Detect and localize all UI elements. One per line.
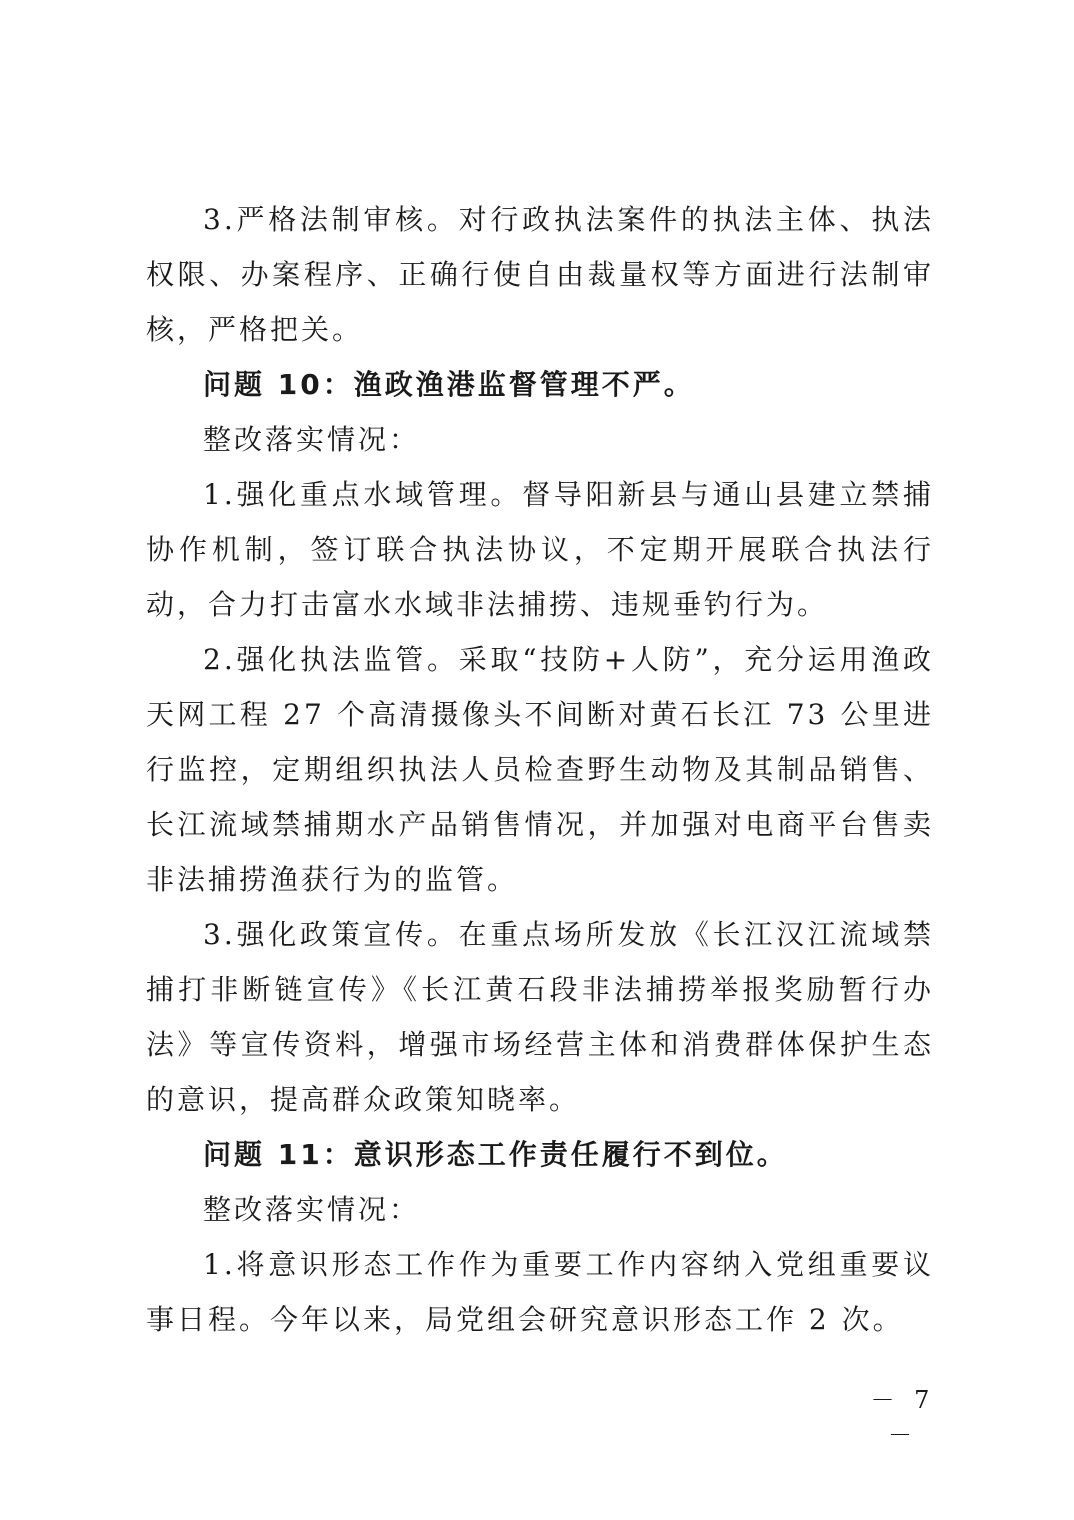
paragraph-legal-review: 3.严格法制审核。对行政执法案件的执法主体、执法权限、办案程序、正确行使自由裁量权等方面进行法制审核，严格把关。: [146, 203, 934, 346]
paragraph-ideology-work: 1.将意识形态工作作为重要工作内容纳入党组重要议事日程。今年以来，局党组会研究意识形态工作 2 次。: [146, 1248, 934, 1336]
paragraph-enforcement-supervision: 2.强化执法监管。采取“技防+人防”，充分运用渔政天网工程 27 个高清摄像头不间断对黄石长江 73 公里进行监控，定期组织执法人员检查野生动物及其制品销售、长江流域禁捕期水产品销售情况，并加强对电商平台售卖非法捕捞渔获行为的监管。: [146, 643, 934, 896]
subheading-rectification-status: 整改落实情况：: [203, 1193, 421, 1226]
page-number: － 7 －: [870, 1386, 936, 1449]
heading-issue-11: 问题 11：意识形态工作责任履行不到位。: [203, 1138, 788, 1171]
paragraph-key-waters: 1.强化重点水域管理。督导阳新县与通山县建立禁捕协作机制，签订联合执法协议，不定期开展联合执法行动，合力打击富水水域非法捕捞、违规垂钓行为。: [146, 478, 934, 621]
paragraph-policy-publicity: 3.强化政策宣传。在重点场所发放《长江汉江流域禁捕打非断链宣传》《长江黄石段非法捕捞举报奖励暂行办法》等宣传资料，增强市场经营主体和消费群体保护生态的意识，提高群众政策知晓率。: [146, 918, 934, 1116]
heading-issue-10: 问题 10：渔政渔港监督管理不严。: [203, 368, 695, 401]
document-body: [146, 192, 934, 1347]
subheading-rectification-status: 整改落实情况：: [203, 423, 421, 456]
